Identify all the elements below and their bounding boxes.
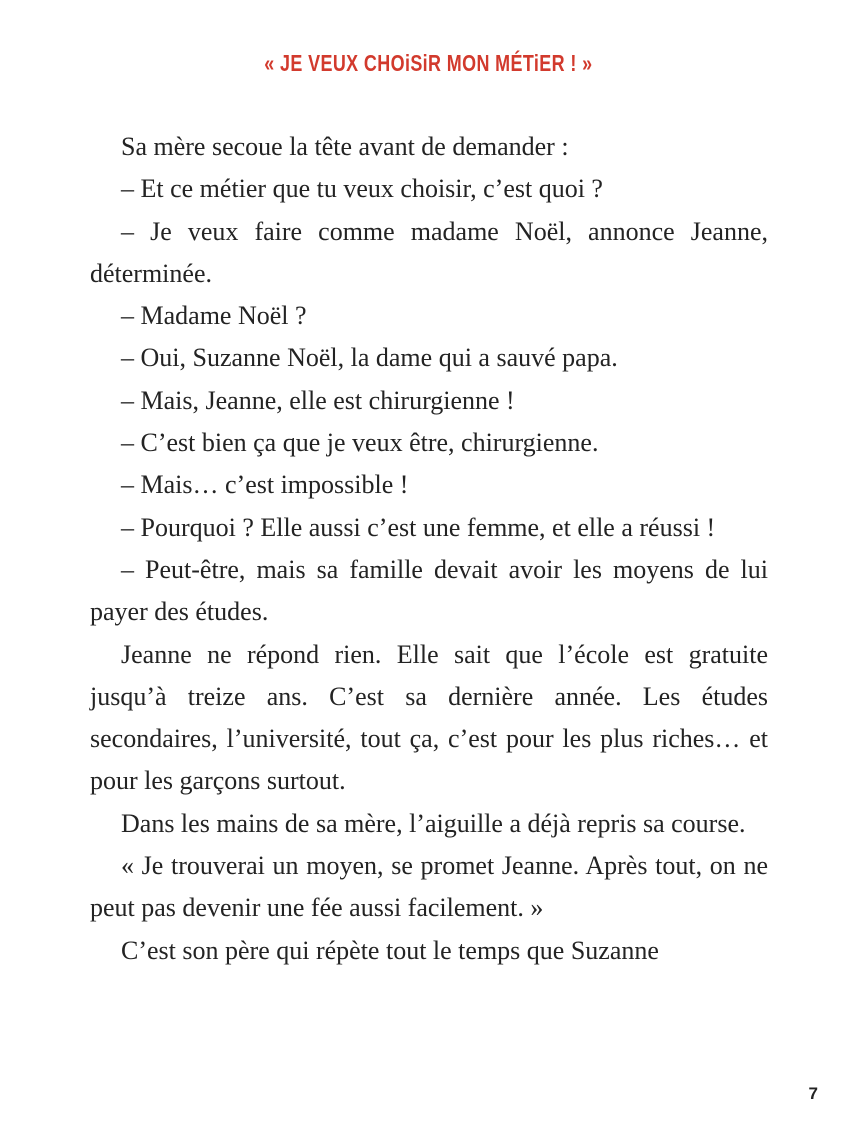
paragraph: Jeanne ne répond rien. Elle sait que l’école est gratuite jusqu’à treize ans. C’est sa dernière année. Les études secondaires, l’université, tout ça, c’est pour les plus riches… et pour les garçons surtout. bbox=[90, 639, 768, 796]
page-text bbox=[90, 126, 768, 972]
paragraph: « Je trouverai un moyen, se promet Jeanne. Après tout, on ne peut pas devenir une fée aussi facilement. » bbox=[90, 851, 768, 923]
paragraph: – Madame Noël ? bbox=[121, 301, 307, 331]
chapter-title: « JE VEUX CHOiSiR MON MÉTiER ! » bbox=[263, 50, 593, 76]
page-number: 7 bbox=[808, 1084, 818, 1103]
paragraph: – Je veux faire comme madame Noël, annonce Jeanne, déterminée. bbox=[90, 216, 768, 288]
paragraph: C’est son père qui répète tout le temps que Suzanne bbox=[121, 935, 659, 965]
running-header bbox=[0, 50, 856, 77]
paragraph: – Oui, Suzanne Noël, la dame qui a sauvé papa. bbox=[121, 343, 618, 373]
paragraph: – Pourquoi ? Elle aussi c’est une femme, et elle a réussi ! bbox=[121, 512, 716, 542]
paragraph: – Mais, Jeanne, elle est chirurgienne ! bbox=[121, 385, 515, 415]
paragraph: – C’est bien ça que je veux être, chirurgienne. bbox=[121, 428, 599, 458]
paragraph: – Peut-être, mais sa famille devait avoir les moyens de lui payer des études. bbox=[90, 554, 768, 627]
paragraph: – Et ce métier que tu veux choisir, c’est quoi ? bbox=[121, 174, 603, 204]
page-footer bbox=[809, 1084, 818, 1104]
paragraph: Dans les mains de sa mère, l’aiguille a déjà repris sa course. bbox=[121, 808, 746, 838]
paragraph: – Mais… c’est impossible ! bbox=[121, 470, 409, 500]
paragraph: Sa mère secoue la tête avant de demander : bbox=[121, 132, 569, 161]
